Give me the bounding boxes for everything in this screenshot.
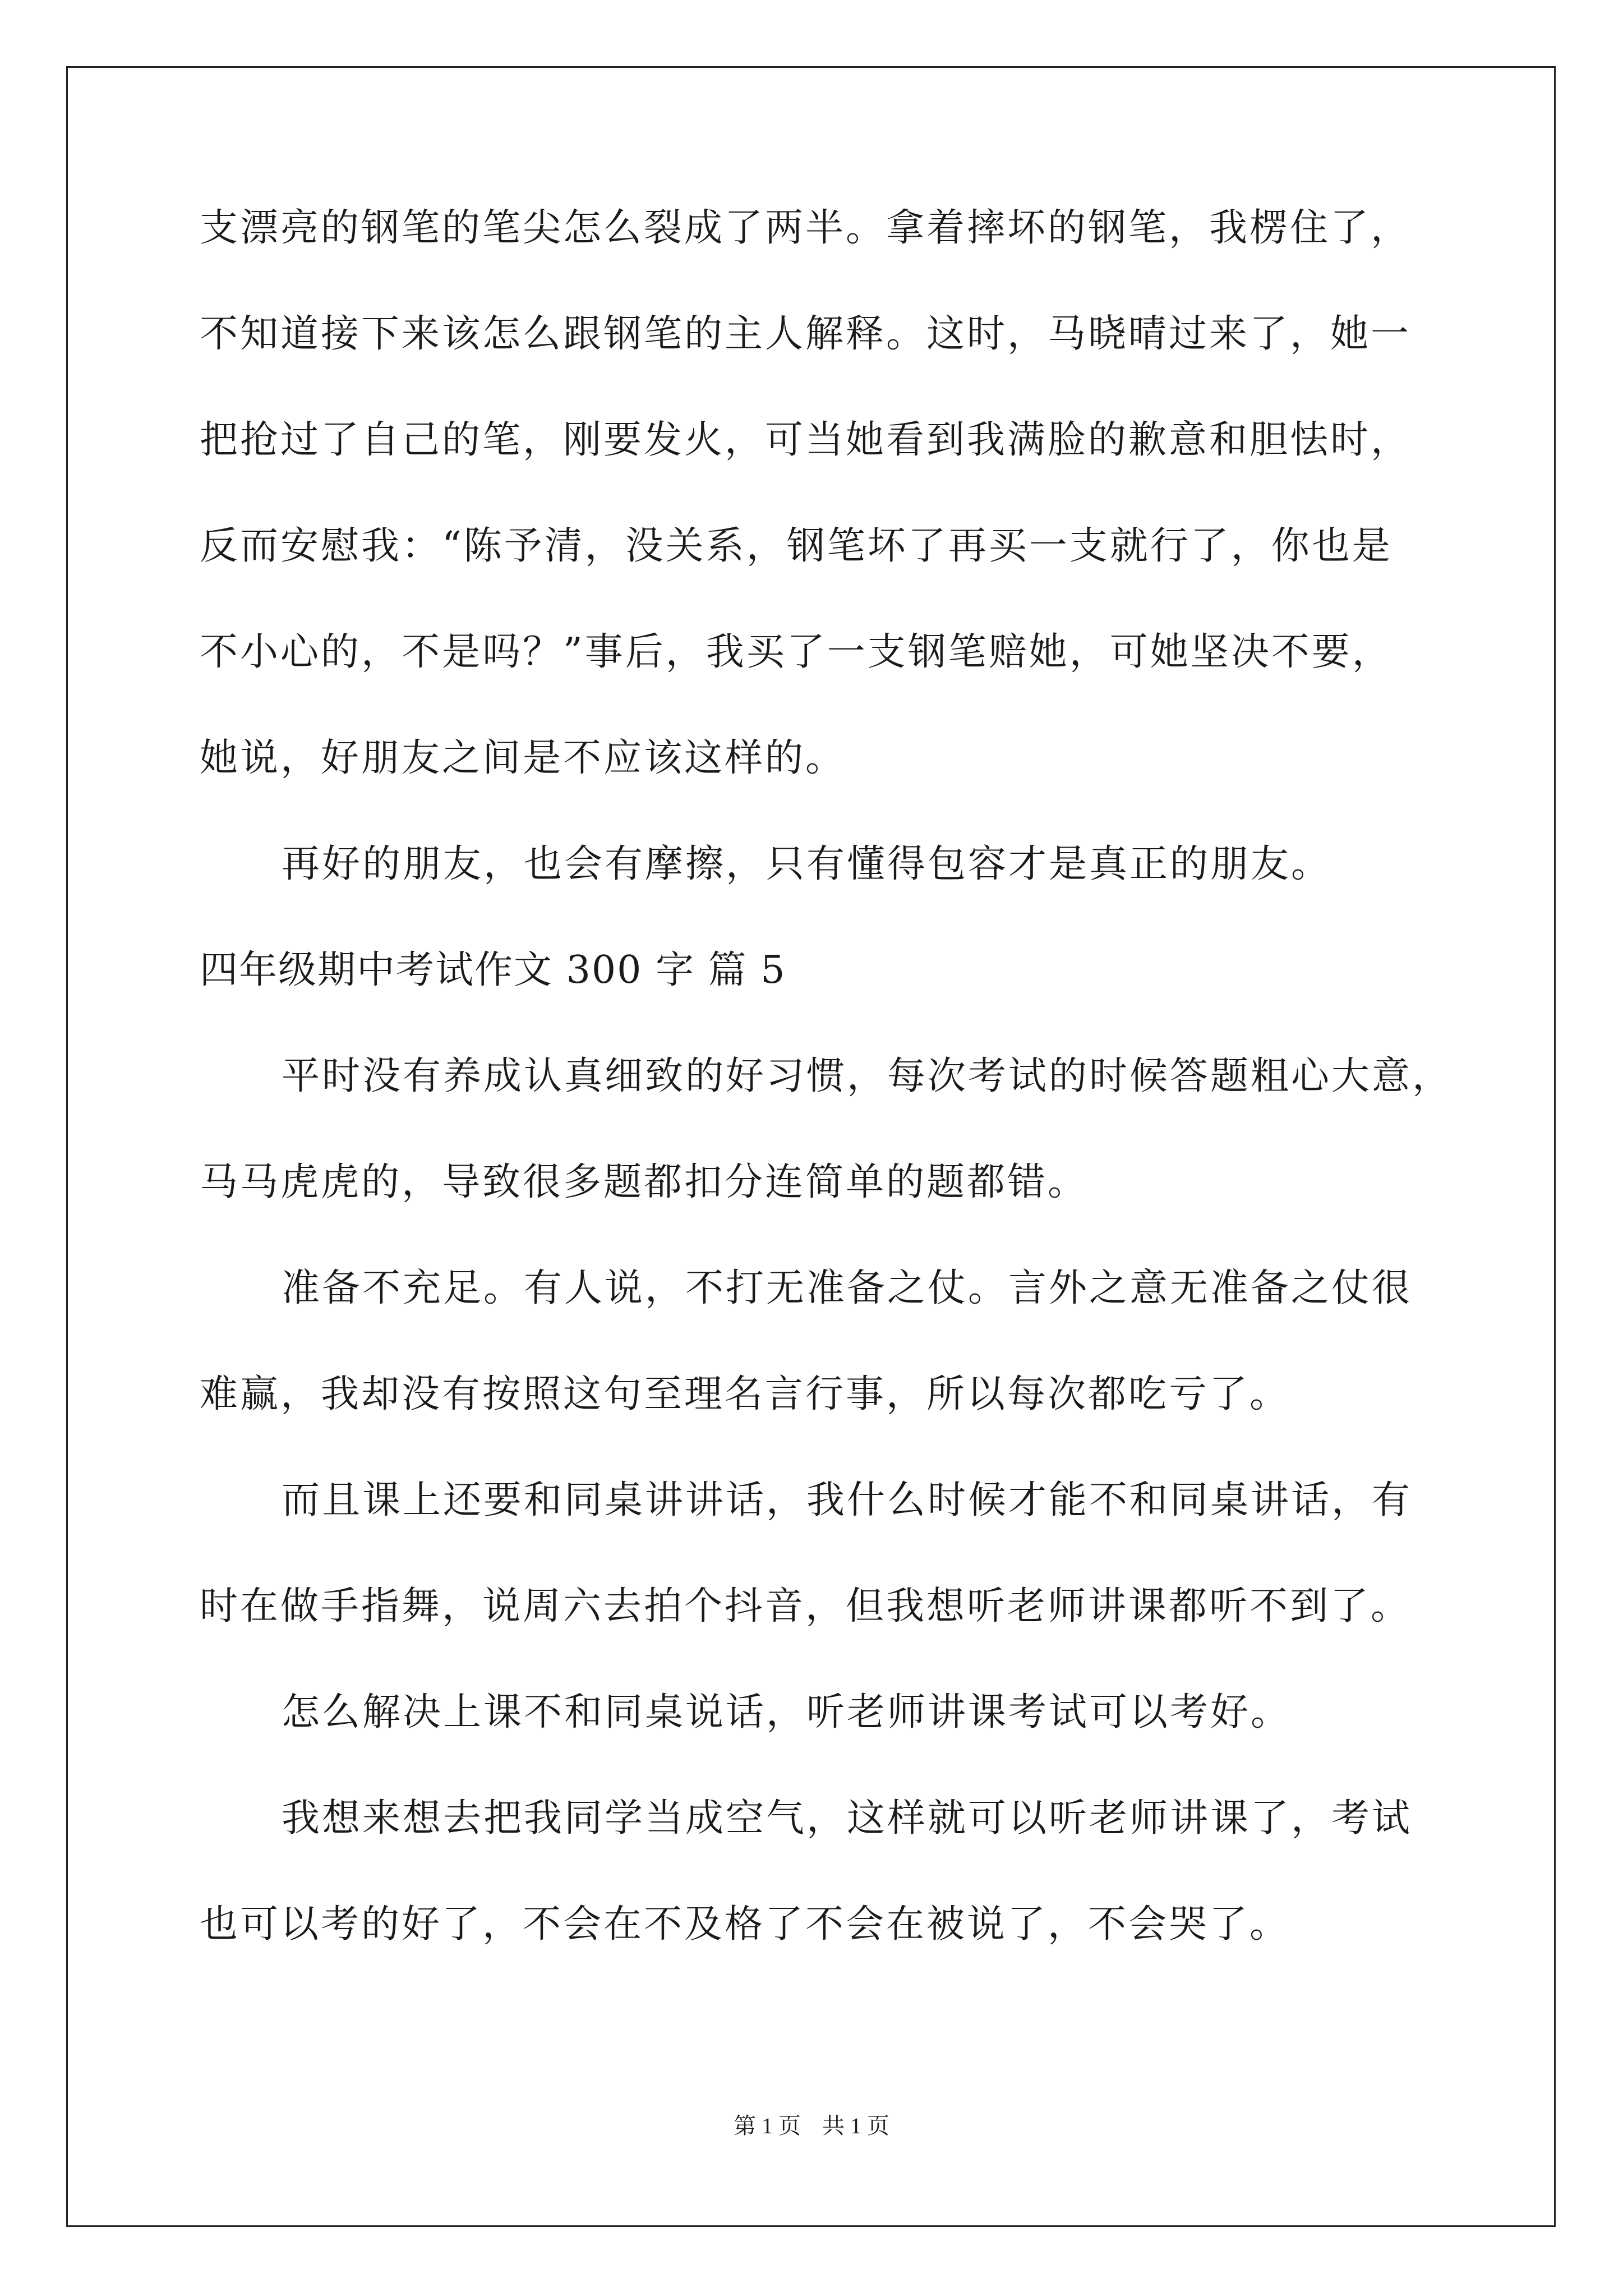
paragraph-first-line: 再好的朋友，也会有摩擦，只有懂得包容才是真正的朋友。 — [282, 842, 1332, 886]
page-footer — [0, 2112, 1623, 2140]
paragraph-first-line: 怎么解决上课不和同桌说话，听老师讲课考试可以考好。 — [282, 1690, 1292, 1734]
text-line: 她说，好朋友之间是不应该这样的。 — [200, 736, 846, 780]
section-heading: 四年级期中考试作文 300 字 篇 5 — [200, 948, 786, 992]
text-line: 马马虎虎的，导致很多题都扣分连简单的题都错。 — [200, 1160, 1089, 1204]
page-total: 共 1 页 — [822, 2113, 889, 2138]
paragraph-first-line: 准备不充足。有人说，不打无准备之仗。言外之意无准备之仗很 — [282, 1266, 1413, 1310]
paragraph-first-line: 而且课上还要和同桌讲讲话，我什么时候才能不和同桌讲话，有 — [282, 1478, 1413, 1522]
paragraph-first-line: 平时没有养成认真细致的好习惯，每次考试的时候答题粗心大意， — [282, 1054, 1453, 1098]
text-line: 也可以考的好了，不会在不及格了不会在被说了，不会哭了。 — [200, 1902, 1290, 1947]
text-line: 难赢，我却没有按照这句至理名言行事，所以每次都吃亏了。 — [200, 1372, 1290, 1416]
text-line: 不知道接下来该怎么跟钢笔的主人解释。这时，马晓晴过来了，她一 — [200, 312, 1412, 356]
text-line: 把抢过了自己的笔，刚要发火，可当她看到我满脸的歉意和胆怯时， — [200, 418, 1412, 462]
page-number: 第 1 页 — [734, 2113, 801, 2138]
text-line: 反而安慰我：“陈予清，没关系，钢笔坏了再买一支就行了，你也是 — [200, 524, 1393, 568]
paragraph-first-line: 我想来想去把我同学当成空气，这样就可以听老师讲课了，考试 — [282, 1796, 1413, 1841]
text-line: 不小心的，不是吗？”事后，我买了一支钢笔赔她，可她坚决不要， — [200, 630, 1393, 674]
text-line: 时在做手指舞，说周六去拍个抖音，但我想听老师讲课都听不到了。 — [200, 1584, 1412, 1628]
text-line: 支漂亮的钢笔的笔尖怎么裂成了两半。拿着摔坏的钢笔，我楞住了， — [200, 206, 1412, 250]
